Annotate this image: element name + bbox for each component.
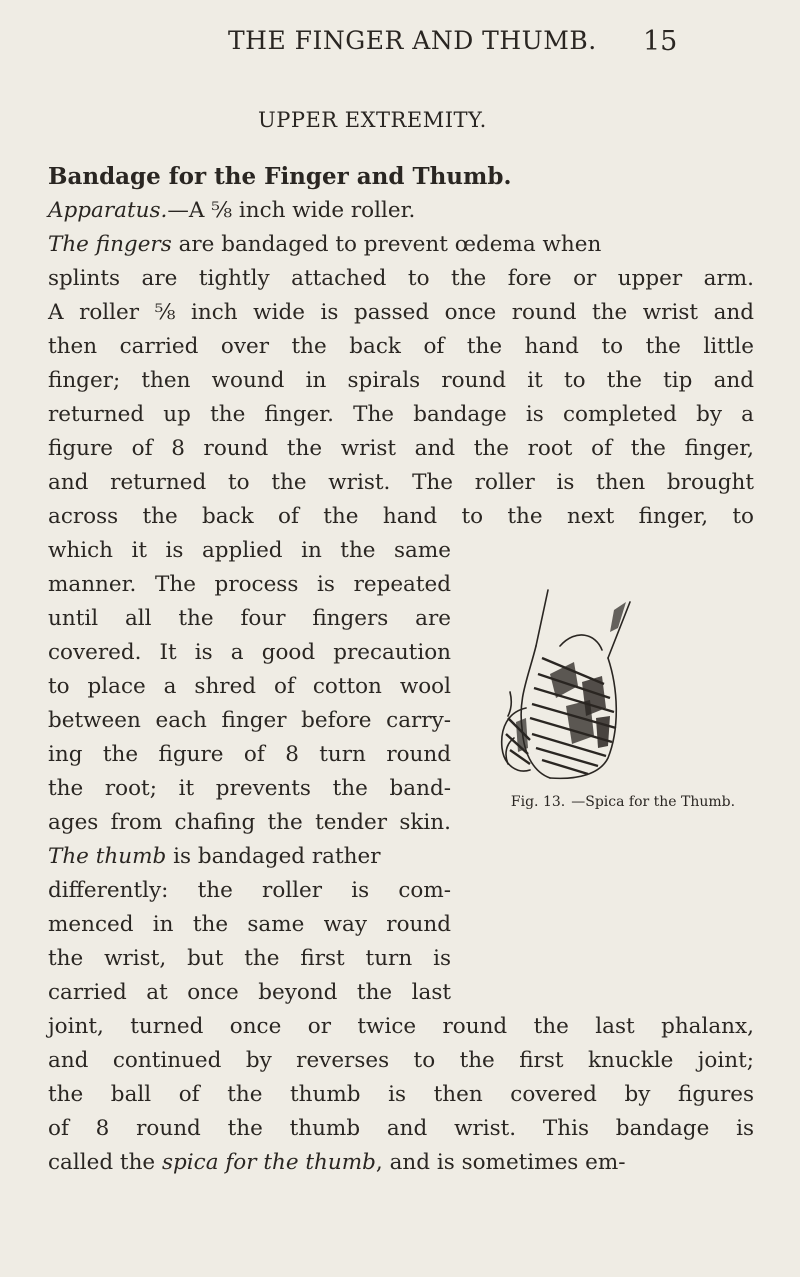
text-line: joint, turned once or twice round the last phalanx, xyxy=(48,1014,754,1039)
text-fragment: called the xyxy=(48,1150,162,1175)
text-line: the root; it prevents the band- xyxy=(48,776,451,801)
text-line: covered. It is a good precaution xyxy=(48,640,451,665)
text-line: and returned to the wrist. The roller is then brought xyxy=(48,470,754,495)
text-line xyxy=(48,228,601,262)
bandaged-thumb-drawing xyxy=(478,588,678,788)
text-line: differently: the roller is com- xyxy=(48,878,451,903)
text-line: of 8 round the thumb and wrist. This bandage is xyxy=(48,1116,754,1141)
page-number: 15 xyxy=(643,26,678,57)
fingers-label: The fingers xyxy=(48,232,172,257)
text-line: splints are tightly attached to the fore or upper arm. xyxy=(48,266,754,291)
text-line: across the back of the hand to the next finger, to xyxy=(48,504,754,529)
spica-term: spica for the thumb xyxy=(161,1150,376,1175)
running-title: THE FINGER AND THUMB. xyxy=(228,26,597,55)
figure-caption-text: —Spica for the Thumb. xyxy=(571,794,736,810)
section-heading: UPPER EXTREMITY. xyxy=(258,108,487,132)
apparatus-label: Apparatus. xyxy=(48,198,168,223)
text-line: to place a shred of cotton wool xyxy=(48,674,451,699)
text-line xyxy=(48,1146,626,1180)
text-line: the ball of the thumb is then covered by figures xyxy=(48,1082,754,1107)
text-line: returned up the finger. The bandage is completed by a xyxy=(48,402,754,427)
text-line: which it is applied in the same xyxy=(48,538,451,563)
apparatus-text: —A ⅝ inch wide roller. xyxy=(167,198,416,223)
thumb-bandage-illustration xyxy=(478,588,678,788)
text-fragment: , and is sometimes em- xyxy=(375,1150,626,1175)
text-line: finger; then wound in spirals round it to the tip and xyxy=(48,368,754,393)
paragraph-title xyxy=(48,160,511,194)
bandage-heading: Bandage for the Finger and Thumb. xyxy=(48,163,512,190)
thumb-text: is bandaged rather xyxy=(166,844,381,869)
fingers-text: are bandaged to prevent œdema when xyxy=(171,232,602,257)
text-line: menced in the same way round xyxy=(48,912,451,937)
text-line: and continued by reverses to the first knuckle joint; xyxy=(48,1048,754,1073)
running-head xyxy=(0,26,800,66)
text-line: ages from chafing the tender skin. xyxy=(48,810,451,835)
thumb-label: The thumb xyxy=(48,844,167,869)
text-line xyxy=(48,840,381,874)
text-line: the wrist, but the first turn is xyxy=(48,946,451,971)
text-line xyxy=(48,194,415,228)
figure-caption xyxy=(498,795,748,810)
text-line: figure of 8 round the wrist and the root of the finger, xyxy=(48,436,754,461)
text-line: between each finger before carry- xyxy=(48,708,451,733)
text-line: A roller ⅝ inch wide is passed once round the wrist and xyxy=(48,300,754,325)
text-line: carried at once beyond the last xyxy=(48,980,451,1005)
text-line: then carried over the back of the hand to the little xyxy=(48,334,754,359)
text-line: until all the four fingers are xyxy=(48,606,451,631)
text-line: manner. The process is repeated xyxy=(48,572,451,597)
figure-label: Fig. 13. xyxy=(510,794,566,810)
text-line: ing the figure of 8 turn round xyxy=(48,742,451,767)
